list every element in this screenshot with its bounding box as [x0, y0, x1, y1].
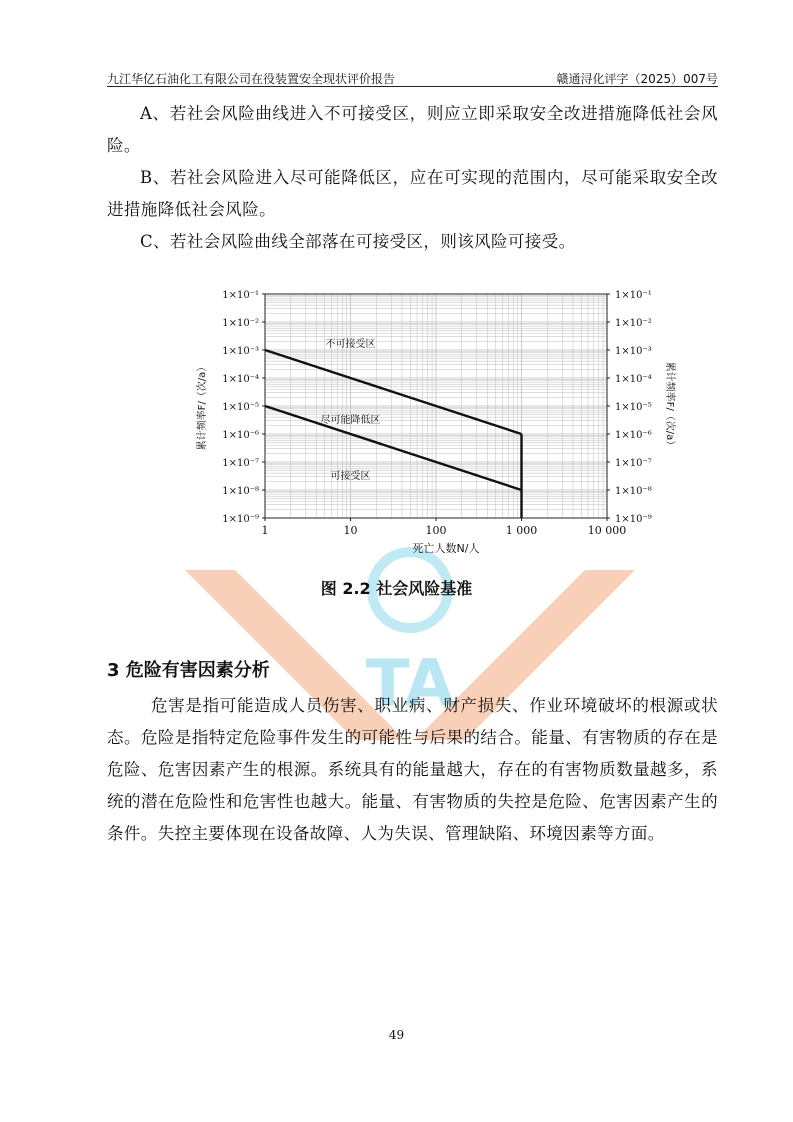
x-tick-label: 10 000 — [587, 524, 627, 537]
y-tick-label-left: 1×10⁻⁹ — [222, 514, 259, 525]
figure-caption: 图 2.2 社会风险基准 — [320, 579, 473, 598]
region-label: 可接受区 — [330, 470, 371, 482]
header-company: 九江华亿石油化工有限公司在役装置安全现状评价报告 — [107, 72, 396, 86]
y-tick-label-left: 1×10⁻⁵ — [222, 402, 259, 413]
paragraph-c: C、若社会风险曲线全部落在可接受区，则该风险可接受。 — [140, 232, 576, 251]
y-tick-label-left: 1×10⁻⁷ — [222, 458, 259, 469]
y-axis-label-right: 累计频率F/（次/a） — [664, 361, 675, 451]
social-risk-chart — [195, 284, 675, 569]
x-axis-label: 死亡人数N/人 — [412, 542, 480, 555]
y-tick-label-right: 1×10⁻⁶ — [615, 430, 652, 441]
page-number: 49 — [388, 1028, 405, 1042]
y-tick-label-left: 1×10⁻⁶ — [222, 430, 259, 441]
region-label: 尽可能降低区 — [320, 414, 381, 426]
y-tick-label-left: 1×10⁻² — [222, 318, 259, 329]
upper-boundary-line — [265, 350, 522, 434]
watermark-text: TA — [365, 647, 455, 721]
y-tick-label-left: 1×10⁻¹ — [222, 290, 259, 301]
region-label: 不可接受区 — [325, 338, 376, 350]
y-axis-label-left: 累计频率F/（次/a） — [197, 361, 208, 451]
y-tick-label-right: 1×10⁻² — [615, 318, 652, 329]
y-tick-label-left: 1×10⁻⁸ — [222, 486, 259, 497]
y-tick-label-left: 1×10⁻⁴ — [222, 374, 259, 385]
y-tick-label-left: 1×10⁻³ — [222, 346, 259, 357]
y-tick-label-right: 1×10⁻³ — [615, 346, 652, 357]
paragraph-a: A、若社会风险曲线进入不可接受区，则应立即采取安全改进措施降低社会风险。 — [107, 104, 718, 155]
y-tick-label-right: 1×10⁻⁷ — [615, 458, 652, 469]
x-tick-label: 10 — [343, 524, 358, 537]
paragraph-b: B、若社会风险进入尽可能降低区，应在可实现的范围内，尽可能采取安全改进措施降低社会风险。 — [107, 168, 718, 219]
y-tick-label-right: 1×10⁻⁸ — [615, 486, 652, 497]
y-tick-label-right: 1×10⁻⁵ — [615, 402, 652, 413]
section-body: 危害是指可能造成人员伤害、职业病、财产损失、作业环境破坏的根源或状态。危险是指特定危险事件发生的可能性与后果的结合。能量、有害物质的存在是危险、危害因素产生的根源。系统具有的能量越大，存在的有害物质数量越多，系统的潜在危险性和危害性也越大。能量、有害物质的失控是危险、危害因素产生的条件。失控主要体现在设备故障、人为失误、管理缺陷、环境因素等方面。 — [107, 696, 718, 843]
header-report-number: 赣通浔化评字（2025）007号 — [556, 72, 718, 86]
y-tick-label-right: 1×10⁻⁴ — [615, 374, 652, 385]
lower-boundary-line — [265, 406, 522, 490]
x-tick-label: 1 — [261, 524, 269, 537]
page-header — [107, 68, 718, 87]
x-tick-label: 100 — [425, 524, 447, 537]
x-tick-label: 1 000 — [505, 524, 538, 537]
y-tick-label-right: 1×10⁻⁹ — [615, 514, 652, 525]
y-tick-label-right: 1×10⁻¹ — [615, 290, 652, 301]
section-title: 3 危险有害因素分析 — [107, 660, 270, 681]
